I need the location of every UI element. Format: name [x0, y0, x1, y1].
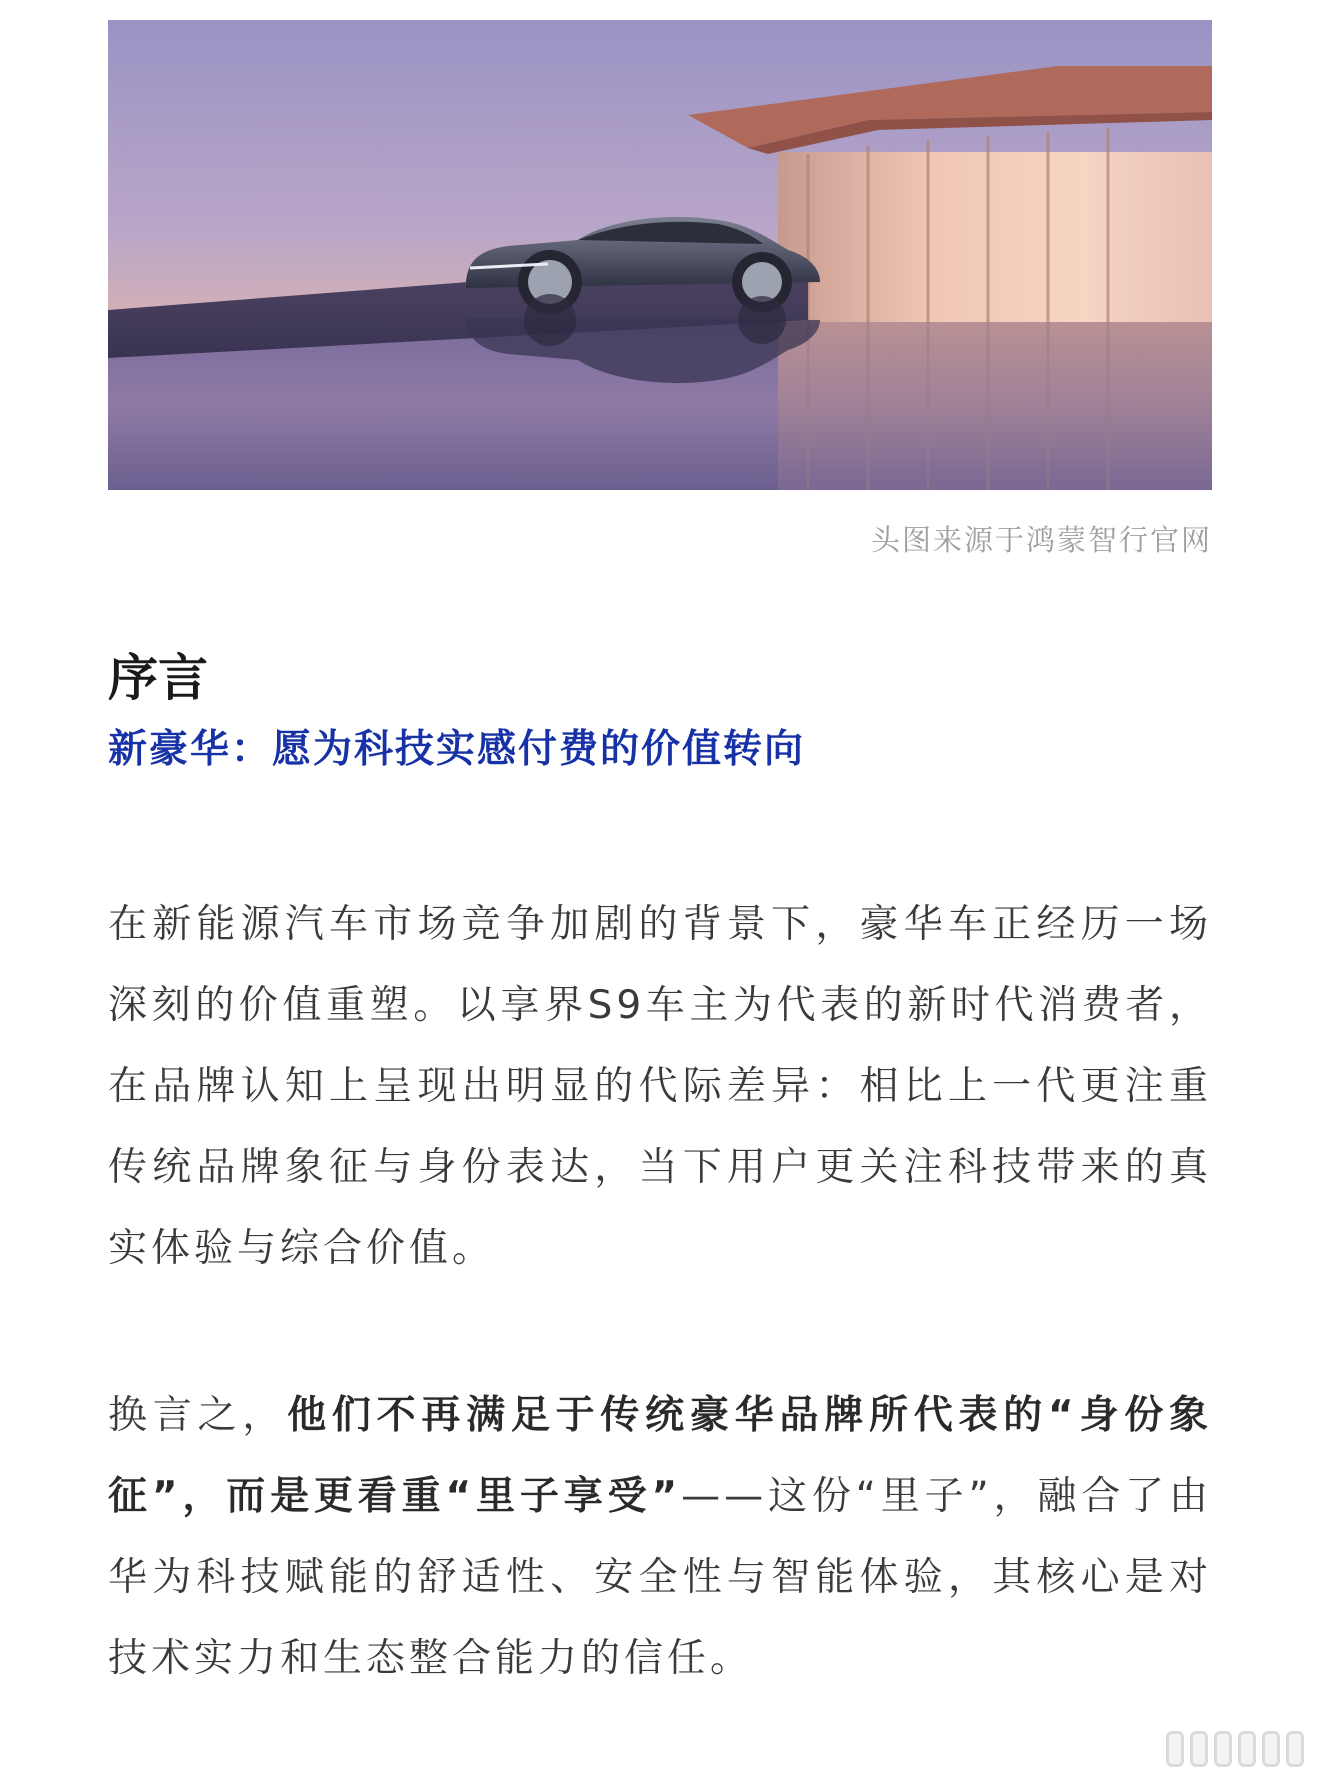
watermark-bar: [1286, 1731, 1304, 1767]
watermark-bar: [1190, 1731, 1208, 1767]
hero-illustration: [108, 20, 1212, 490]
paragraph-rest: ——这份“里子”，融合了由华为科技赋能的舒适性、安全性与智能体验，其核心是对技术实力和生态整合能力的信任。: [108, 1474, 1212, 1681]
article: [108, 20, 1212, 1699]
paragraph-intro: 在新能源汽车市场竞争加剧的背景下，豪华车正经历一场深刻的价值重塑。以享界S9车主为代表的新时代消费者，在品牌认知上呈现出明显的代际差异：相比上一代更注重传统品牌象征与身份表达，当下用户更关注科技带来的真实体验与综合价值。: [108, 902, 1212, 1271]
paragraph-emphasis: [108, 1375, 1212, 1699]
watermark-bars: [1166, 1731, 1304, 1767]
watermark-bar: [1238, 1731, 1256, 1767]
watermark-bar: [1262, 1731, 1280, 1767]
section-subtitle: 新豪华：愿为科技实感付费的价值转向: [108, 727, 806, 772]
watermark-bar: [1214, 1731, 1232, 1767]
watermark-bar: [1166, 1731, 1184, 1767]
paragraph-lead: 换言之，: [108, 1393, 288, 1438]
paragraph-bold-statement: 他们不再满足于传统豪华品牌所代表的“身份象征”，而是更看重“里子享受”: [108, 1393, 1212, 1519]
image-caption: 头图来源于鸿蒙智行官网: [870, 523, 1212, 557]
hero-image: [108, 20, 1212, 490]
section-title: 序言: [108, 649, 208, 707]
